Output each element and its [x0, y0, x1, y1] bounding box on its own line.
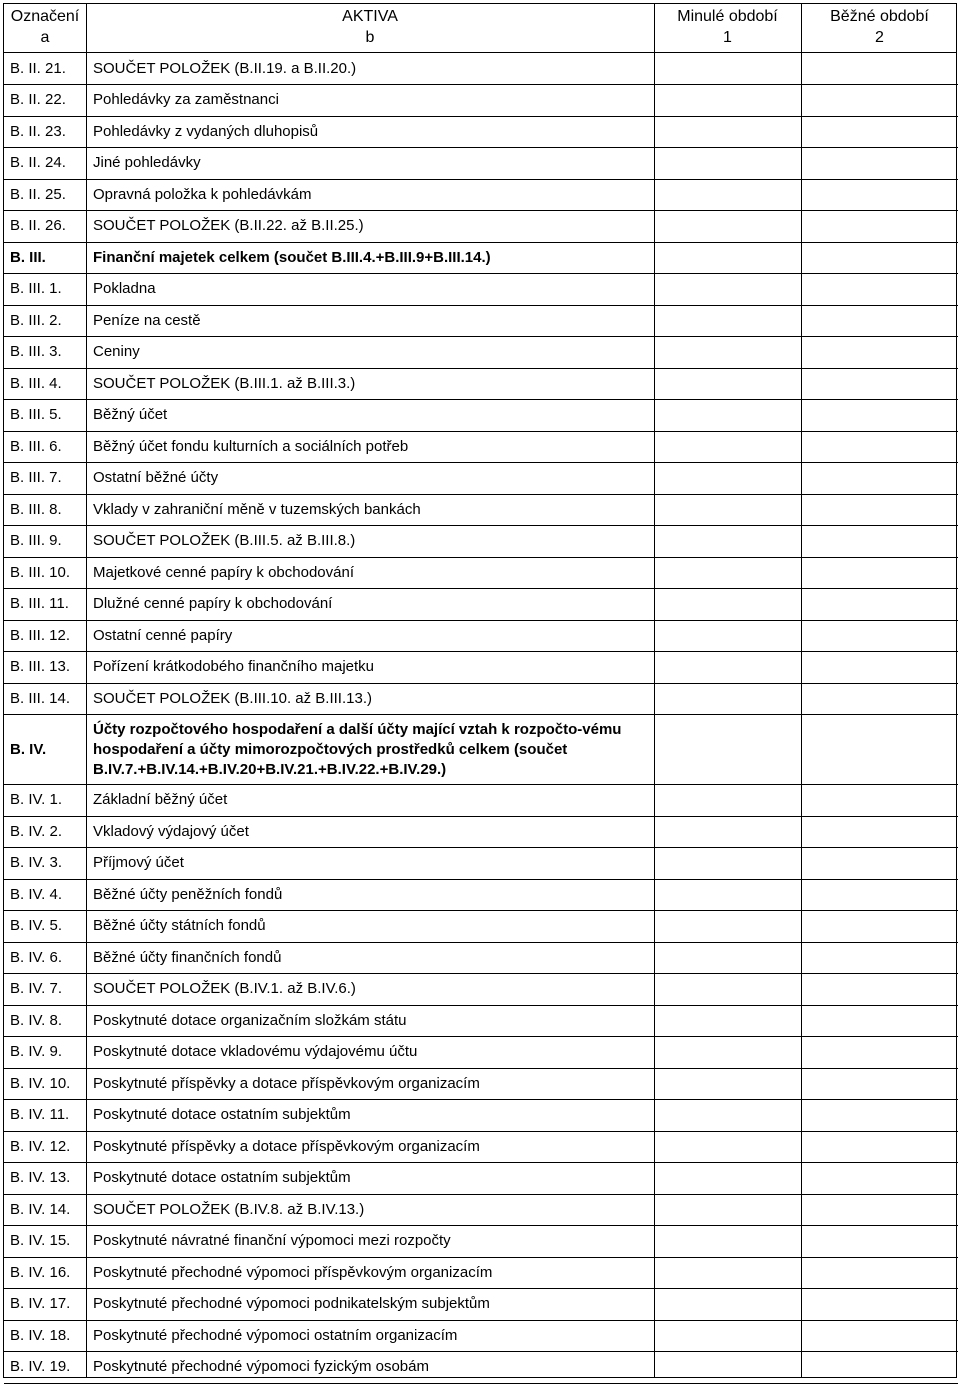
table-row	[4, 243, 958, 275]
row-label: Ceniny	[93, 343, 140, 360]
row-code: B. IV. 16.	[10, 1263, 71, 1281]
row-code: B. II. 22.	[10, 91, 66, 108]
row-label: Příjmový účet	[93, 854, 184, 871]
row-label: SOUČET POLOŽEK (B.II.19. a B.II.20.)	[93, 59, 357, 77]
row-code: B. II. 24.	[10, 154, 66, 171]
row-code: B. III. 7.	[10, 469, 62, 486]
table-row	[4, 1069, 958, 1101]
row-code: B. III.	[10, 248, 46, 266]
header-name-cell	[86, 4, 654, 54]
row-code: B. IV. 1.	[10, 791, 62, 808]
table-row	[4, 1321, 958, 1353]
row-code: B. IV. 14.	[10, 1200, 71, 1218]
row-code: B. IV. 9.	[10, 1043, 62, 1060]
row-code: B. III. 6.	[10, 437, 62, 455]
header-name-title: AKTIVA	[342, 8, 398, 25]
table-row	[4, 880, 958, 912]
row-code: B. IV. 17.	[10, 1295, 71, 1312]
row-label: Pohledávky za zaměstnanci	[93, 91, 279, 108]
row-code: B. IV. 3.	[10, 854, 62, 871]
header-code-sub: a	[40, 29, 50, 46]
row-label: Běžné účty finančních fondů	[93, 948, 282, 966]
row-label: Běžný účet	[93, 406, 168, 423]
header-curr-sub: 2	[875, 29, 884, 46]
row-label: Pokladna	[93, 280, 156, 297]
row-code: B. II. 21.	[10, 59, 66, 77]
table-row	[4, 652, 958, 684]
row-label: Běžné účty státních fondů	[93, 917, 266, 934]
row-code: B. III. 9.	[10, 532, 62, 549]
table-row	[4, 400, 958, 432]
table-row	[4, 911, 958, 943]
table-row	[4, 306, 958, 338]
table-row	[4, 848, 958, 880]
row-label: Poskytnuté příspěvky a dotace příspěvkovým organizacím	[93, 1137, 480, 1155]
row-label: SOUČET POLOŽEK (B.III.5. až B.III.8.)	[93, 532, 356, 549]
row-code: B. III. 13.	[10, 658, 71, 675]
row-label: Poskytnuté přechodné výpomoci ostatním organizacím	[93, 1326, 458, 1344]
row-code: B. IV. 18.	[10, 1326, 71, 1344]
table-row	[4, 180, 958, 212]
table-row	[4, 974, 958, 1006]
row-code: B. IV. 13.	[10, 1169, 71, 1186]
table-row	[4, 148, 958, 180]
header-prev-title: Minulé období	[677, 8, 778, 25]
row-code: B. IV. 2.	[10, 822, 62, 840]
row-label: SOUČET POLOŽEK (B.IV.8. až B.IV.13.)	[93, 1200, 365, 1218]
table-row	[4, 558, 958, 590]
row-code: B. IV. 4.	[10, 885, 62, 903]
row-label: Poskytnuté přechodné výpomoci podnikatelským subjektům	[93, 1295, 490, 1312]
row-label: SOUČET POLOŽEK (B.III.1. až B.III.3.)	[93, 374, 356, 392]
table-row	[4, 943, 958, 975]
row-label: Poskytnuté příspěvky a dotace příspěvkovým organizacím	[93, 1074, 480, 1092]
row-label: Peníze na cestě	[93, 311, 201, 329]
row-label: Poskytnuté přechodné výpomoci příspěvkovým organizacím	[93, 1263, 493, 1281]
table-row	[4, 621, 958, 653]
row-label: Majetkové cenné papíry k obchodování	[93, 563, 354, 581]
table-row	[4, 785, 958, 817]
table-row	[4, 432, 958, 464]
row-label: SOUČET POLOŽEK (B.IV.1. až B.IV.6.)	[93, 980, 356, 997]
row-code: B. IV. 6.	[10, 948, 62, 966]
row-code: B. IV. 12.	[10, 1137, 71, 1155]
row-label: Poskytnuté přechodné výpomoci fyzickým osobám	[93, 1358, 429, 1375]
header-curr-title: Běžné období	[830, 8, 929, 25]
row-label: Finanční majetek celkem (součet B.III.4.+B.III.9+B.III.14.)	[93, 248, 491, 266]
row-label: Poskytnuté dotace vkladovému výdajovému účtu	[93, 1043, 418, 1060]
table-row	[4, 274, 958, 306]
row-code: B. III. 5.	[10, 406, 62, 423]
row-code: B. III. 4.	[10, 374, 62, 392]
row-label: Ostatní běžné účty	[93, 469, 219, 486]
table-row	[4, 85, 958, 117]
row-label: Ostatní cenné papíry	[93, 626, 233, 644]
row-label: Základní běžný účet	[93, 791, 228, 808]
row-code: B. IV. 11.	[10, 1106, 70, 1123]
table-row	[4, 1226, 958, 1258]
row-label: Jiné pohledávky	[93, 154, 201, 171]
header-name-sub: b	[365, 29, 375, 46]
table-row	[4, 495, 958, 527]
row-label: Poskytnuté dotace organizačním složkám státu	[93, 1011, 407, 1029]
table-row	[4, 715, 958, 785]
header-prev-sub: 1	[723, 29, 732, 46]
row-label: Poskytnuté návratné finanční výpomoci mezi rozpočty	[93, 1232, 451, 1249]
row-code: B. III. 8.	[10, 500, 62, 518]
row-code: B. IV.	[10, 741, 47, 758]
row-label: Účty rozpočtového hospodaření a další účty mající vztah k rozpočto-vému hospodaření a účty mimorozpočtových prostředků celkem (součet B.IV.7.+B.IV.14.+B.IV.20+B.IV.21.+B.IV.22.+B.IV.29.)	[93, 721, 622, 778]
row-code: B. IV. 19.	[10, 1358, 71, 1375]
table-row	[4, 1258, 958, 1290]
row-label: Poskytnuté dotace ostatním subjektům	[93, 1169, 351, 1186]
table-row	[4, 1352, 958, 1384]
table-row	[4, 1132, 958, 1164]
row-code: B. IV. 8.	[10, 1011, 62, 1029]
row-code: B. III. 10.	[10, 563, 71, 581]
table-row	[4, 817, 958, 849]
table-row	[4, 1163, 958, 1195]
table-row	[4, 1037, 958, 1069]
table-row	[4, 54, 958, 86]
header-prev-cell	[654, 4, 801, 54]
table-row	[4, 211, 958, 243]
row-label: Pořízení krátkodobého finančního majetku	[93, 658, 375, 675]
row-code: B. III. 12.	[10, 626, 71, 644]
table-row	[4, 1006, 958, 1038]
row-code: B. IV. 7.	[10, 980, 62, 997]
balance-sheet-table	[3, 3, 957, 1378]
row-code: B. III. 14.	[10, 689, 71, 707]
table-row	[4, 1289, 958, 1321]
row-code: B. II. 26.	[10, 217, 66, 234]
header-curr-cell	[801, 4, 958, 54]
row-code: B. III. 3.	[10, 343, 62, 360]
row-label: SOUČET POLOŽEK (B.II.22. až B.II.25.)	[93, 217, 364, 234]
table-row	[4, 526, 958, 558]
table-row	[4, 684, 958, 716]
row-label: Opravná položka k pohledávkám	[93, 185, 312, 203]
row-label: Pohledávky z vydaných dluhopisů	[93, 122, 319, 140]
row-code: B. IV. 10.	[10, 1074, 71, 1092]
row-code: B. III. 11.	[10, 595, 69, 612]
row-code: B. II. 23.	[10, 122, 66, 140]
table-row	[4, 117, 958, 149]
table-row	[4, 369, 958, 401]
row-label: SOUČET POLOŽEK (B.III.10. až B.III.13.)	[93, 689, 372, 707]
row-label: Běžný účet fondu kulturních a sociálních potřeb	[93, 437, 409, 455]
table-row	[4, 1100, 958, 1132]
row-code: B. III. 1.	[10, 280, 62, 297]
table-row	[4, 337, 958, 369]
row-code: B. IV. 5.	[10, 917, 62, 934]
table-row	[4, 463, 958, 495]
row-code: B. IV. 15.	[10, 1232, 71, 1249]
row-label: Poskytnuté dotace ostatním subjektům	[93, 1106, 351, 1123]
table-row	[4, 589, 958, 621]
row-code: B. II. 25.	[10, 185, 66, 203]
header-code-title: Označení	[10, 8, 80, 25]
row-label: Vklady v zahraniční měně v tuzemských bankách	[93, 500, 421, 518]
header-code-cell	[4, 4, 86, 54]
row-label: Běžné účty peněžních fondů	[93, 885, 283, 903]
row-label: Dlužné cenné papíry k obchodování	[93, 595, 333, 612]
row-code: B. III. 2.	[10, 311, 62, 329]
row-label: Vkladový výdajový účet	[93, 822, 249, 840]
table-row	[4, 1195, 958, 1227]
